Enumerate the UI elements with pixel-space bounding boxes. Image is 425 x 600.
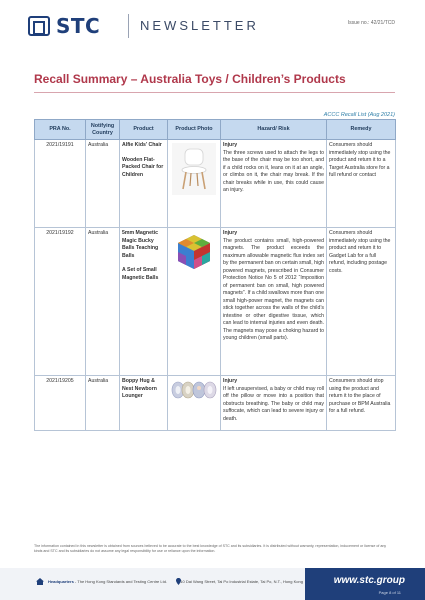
page-number: Page 8 of 11: [378, 590, 401, 595]
header-pra-no: PRA No.: [35, 120, 86, 140]
newsletter-label: NEWSLETTER: [140, 18, 259, 33]
remedy-cell: Consumers should immediately stop using the product and return it to Gadget Lab for a full refund, including postage costs.: [327, 228, 396, 376]
footer-address-bar: [0, 568, 305, 600]
website-link[interactable]: www.stc.group: [333, 575, 405, 586]
home-icon: [36, 578, 44, 585]
issue-number: Issue no.: 42/21/TCD: [347, 20, 395, 26]
disclaimer-text: The information contained in this newsletter is obtained from sources believed to be accurate to the best knowledge of STC and its subsidiaries. It is distributed without warranty, representation, inducement or license of any kinds and STC and its subsidiaries do not assume any legal responsibility for use or reliance upon the information.: [34, 544, 387, 554]
remedy-cell: Consumers should immediately stop using the product and return it to a Target Australia store for a full refund or contact: [327, 140, 396, 228]
pra-no-cell: 2021/19205: [35, 376, 86, 431]
header-hazard-risk: Hazard/ Risk: [221, 120, 327, 140]
hq-label: Headquarters: [48, 579, 74, 584]
table-row: [35, 228, 396, 376]
table-row: [35, 376, 396, 431]
header-divider: [128, 14, 129, 38]
hq-org: - The Hong Kong Standards and Testing Centre Ltd.: [73, 579, 168, 584]
hazard-cell: [221, 140, 327, 228]
recall-table: [34, 119, 396, 431]
product-name: Alfie Kids’ Chair: [122, 142, 162, 148]
product-name: Boppy Hug & Nest Newborn Lounger: [122, 378, 157, 400]
hq-address: 10 Dai Wang Street, Tai Po Industrial Estate, Tai Po, N.T., Hong Kong: [180, 579, 303, 584]
country-cell: Australia: [86, 140, 120, 228]
hazard-description: The three screws used to attach the legs to the base of the chair may be too short, and if a child rocks on it, leans on it at an angle, or climbs on it, the chair may break. If the chair breaks while in use, this could cause an injury.: [223, 149, 324, 194]
remedy-cell: Consumers should stop using the product and return it to the place of purchase or BPM Australia for a full refund.: [327, 376, 396, 431]
footer-brand-bar: [305, 568, 425, 600]
newborn-lounger-photo: [170, 379, 218, 401]
product-cell: [120, 140, 168, 228]
hazard-heading: Injury: [223, 142, 238, 148]
table-header-row: [35, 120, 396, 140]
title-divider: [34, 92, 395, 93]
photo-cell: [168, 376, 221, 431]
white-kids-chair-photo: [172, 143, 216, 195]
stc-logo: [28, 14, 100, 38]
hazard-cell: [221, 376, 327, 431]
stc-logo-icon: [28, 16, 50, 36]
hazard-heading: Injury: [223, 378, 238, 384]
country-cell: Australia: [86, 376, 120, 431]
product-cell: [120, 376, 168, 431]
logo-text: STC: [56, 14, 101, 38]
product-description: Wooden Flat-Packed Chair for Children: [122, 156, 164, 178]
product-description: A Set of Small Magnetic Balls: [122, 267, 159, 281]
magnetic-balls-cube-photo: [174, 231, 214, 271]
page-footer: [0, 568, 425, 600]
headquarters-info: [48, 579, 303, 584]
product-name: 5mm Magnetic Magic Bucky Balls Teaching Balls: [122, 230, 159, 259]
page-title: Recall Summary – Australia Toys / Children’s Products: [34, 72, 346, 86]
hazard-description: The product contains small, high-powered magnets. The product exceeds the maximum allowable magnetic flux index set by the permanent ban on certain small, high powered magnets, prescribed in Consumer Protection Notice No 5 of 2012 “Imposition of permanent ban on small, high powered magnets”. If a child swallows more than one small high-power magnet, the magnets can stick together across the walls of the child’s intestine or other digestive tissue, which can lead to internal injuries and even death. The magnets may pose a choking hazard to young children (small parts).: [223, 237, 324, 342]
photo-cell: [168, 228, 221, 376]
hazard-cell: [221, 228, 327, 376]
table-caption: ACCC Recall List (Aug 2021): [323, 112, 395, 118]
table-row: [35, 140, 396, 228]
page-header: [0, 0, 425, 52]
hazard-description: If left unsupervised, a baby or child may roll off the pillow or move into a position that obstructs breathing. The baby or child may suffocate, which can lead to severe injury or death.: [223, 385, 324, 422]
pra-no-cell: 2021/19192: [35, 228, 86, 376]
header-product-photo: Product Photo: [168, 120, 221, 140]
header-remedy: Remedy: [327, 120, 396, 140]
hazard-heading: Injury: [223, 230, 238, 236]
header-product: Product: [120, 120, 168, 140]
pra-no-cell: 2021/19191: [35, 140, 86, 228]
photo-cell: [168, 140, 221, 228]
country-cell: Australia: [86, 228, 120, 376]
header-notifying-country: Notifying Country: [86, 120, 120, 140]
product-cell: [120, 228, 168, 376]
